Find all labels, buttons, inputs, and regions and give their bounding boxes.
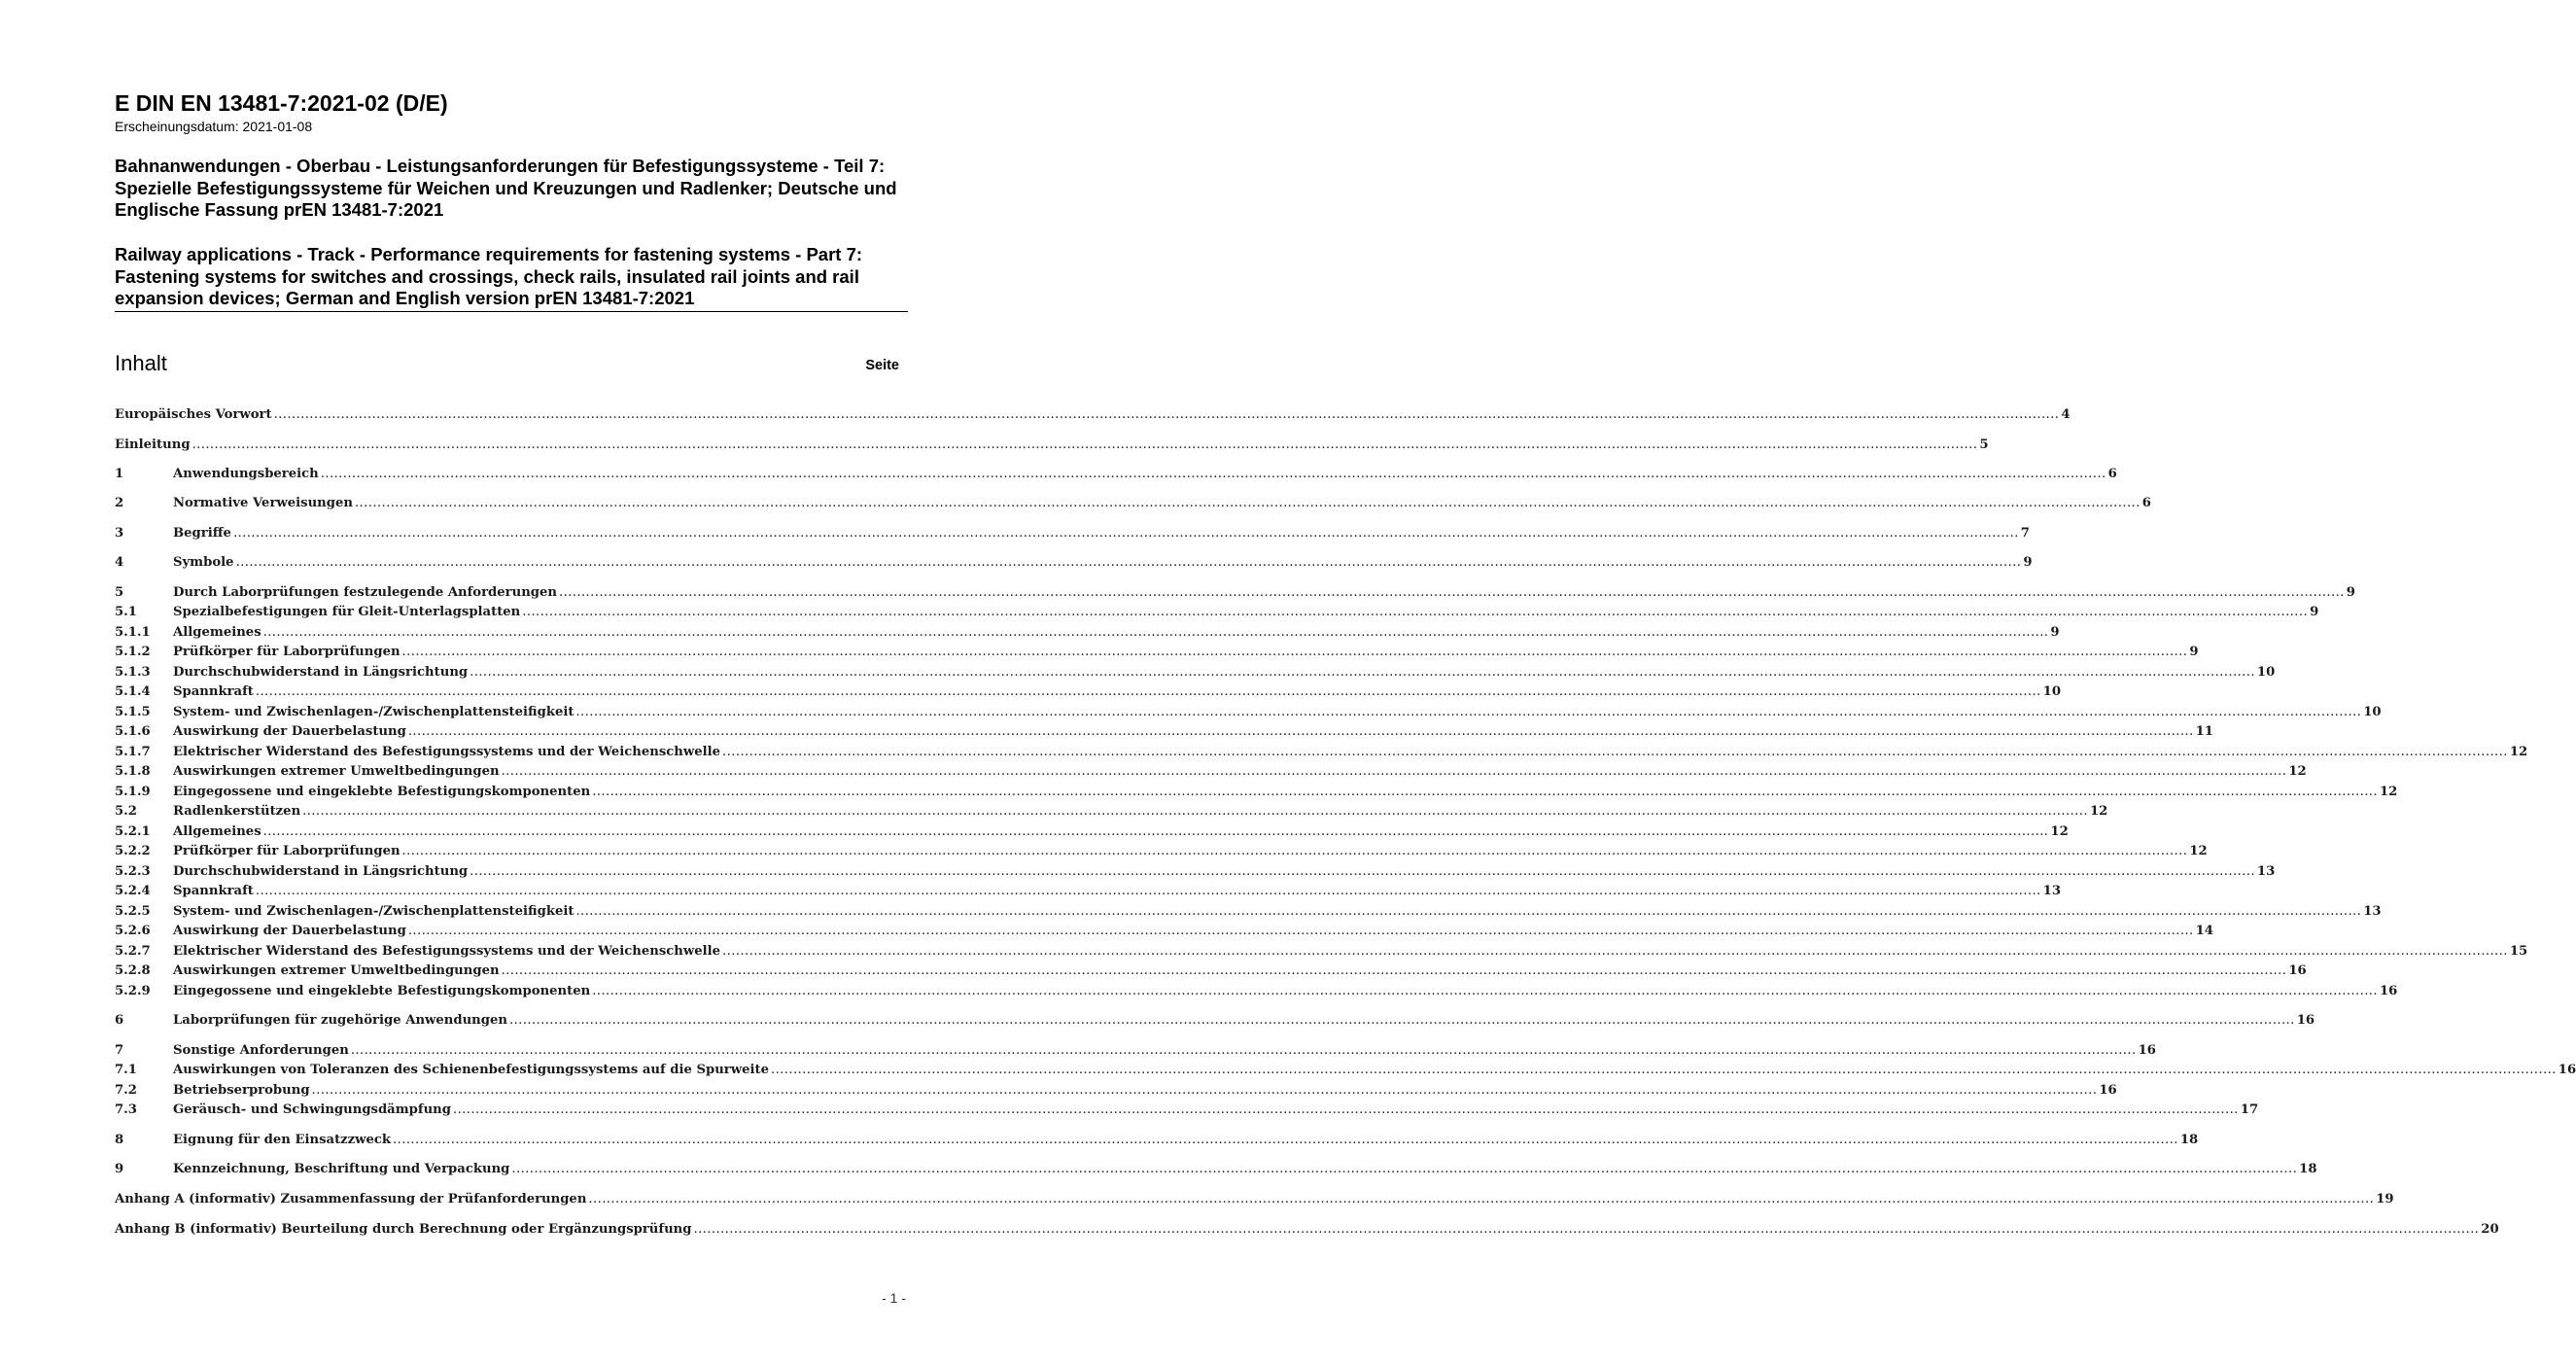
toc-entry-number: 5.2.3 [115,864,151,879]
toc-entry-number: 5.1.5 [115,705,151,719]
toc-entry-page: 12 [2050,824,2069,839]
toc-entry-page: 13 [2042,884,2062,898]
toc-leader-dots: ................................................................................................................................................................................................................................................................................................................................................................................................................ [262,824,2049,839]
toc-heading: Inhalt [115,351,167,375]
toc-entry-title: Laborprüfungen für zugehörige Anwendungen [173,1013,507,1028]
toc-leader-dots: ................................................................................................................................................................................................................................................................................................................................................................................................................ [693,1222,2480,1237]
toc-entry-title: Geräusch- und Schwingungsdämpfung [173,1102,451,1117]
toc-entry[interactable] [115,982,2398,1001]
toc-entry-title: Spannkraft [173,884,254,898]
toc-entry-page: 13 [2256,864,2276,879]
toc-entry[interactable] [115,603,2319,622]
toc-leader-dots: ................................................................................................................................................................................................................................................................................................................................................................................................................ [262,625,2049,640]
toc-leader-dots: ................................................................................................................................................................................................................................................................................................................................................................................................................ [232,526,2019,541]
toc-entry-number: 2 [115,496,124,510]
toc-entry-page: 10 [2256,665,2276,680]
toc-entry[interactable] [115,1190,2394,1209]
toc-leader-dots: ................................................................................................................................................................................................................................................................................................................................................................................................................ [522,605,2309,619]
toc-entry-number: 5.1.2 [115,645,151,659]
toc-entry-page: 16 [2138,1043,2156,1058]
toc-entry-title: Anhang A (informativ) Zusammenfassung der Prüfanforderungen [115,1192,587,1207]
toc-entry-page: 9 [2189,645,2199,659]
toc-entry-number: 5.1.6 [115,724,151,739]
toc-entry-number: 5.2.5 [115,904,151,919]
toc-entry-number: 1 [115,467,124,481]
toc-entry-title: Normative Verweisungen [173,496,353,510]
document-id: E DIN EN 13481-7:2021-02 (D/E) [115,90,448,116]
toc-entry-page: 16 [2288,963,2307,978]
toc-leader-dots: ................................................................................................................................................................................................................................................................................................................................................................................................................ [401,844,2188,858]
release-date: Erscheinungsdatum: 2021-01-08 [115,119,313,134]
toc-entry-title: Auswirkung der Dauerbelastung [173,724,406,739]
toc-leader-dots: ................................................................................................................................................................................................................................................................................................................................................................................................................ [393,1133,2178,1147]
toc-entry-title: Elektrischer Widerstand des Befestigungssystems und der Weichenschwelle [173,745,721,759]
toc-entry[interactable] [115,436,1989,455]
toc-leader-dots: ................................................................................................................................................................................................................................................................................................................................................................................................................ [302,804,2088,819]
toc-entry[interactable] [115,494,2151,513]
toc-leader-dots: ................................................................................................................................................................................................................................................................................................................................................................................................................ [771,1063,2557,1077]
toc-entry-number: 7 [115,1043,124,1058]
toc-entry-title: Auswirkungen von Toleranzen des Schienenbefestigungssystems auf die Spurweite [173,1063,769,1077]
toc-entry-title: Eingegossene und eingeklebte Befestigungskomponenten [173,785,591,799]
toc-entry[interactable] [115,682,2062,702]
toc-entry[interactable] [115,902,2382,922]
toc-entry-number: 5.2.6 [115,924,151,938]
toc-entry-page: 18 [2179,1133,2199,1147]
toc-entry-title: Sonstige Anforderungen [173,1043,349,1058]
toc-entry-page: 10 [2363,705,2382,719]
toc-entry-number: 4 [115,555,124,570]
toc-entry-title: Anwendungsbereich [173,467,319,481]
toc-entry-number: 3 [115,526,124,541]
toc-entry[interactable] [115,583,2355,603]
toc-entry-title: Spannkraft [173,684,254,699]
toc-entry-title: Prüfkörper für Laborprüfungen [173,844,400,858]
toc-entry[interactable] [115,842,2208,861]
toc-entry[interactable] [115,623,2060,643]
toc-leader-dots: ................................................................................................................................................................................................................................................................................................................................................................................................................ [470,864,2255,879]
toc-leader-dots: ................................................................................................................................................................................................................................................................................................................................................................................................................ [511,1162,2298,1176]
toc-entry-page: 20 [2481,1222,2499,1237]
toc-leader-dots: ................................................................................................................................................................................................................................................................................................................................................................................................................ [722,745,2508,759]
toc-entry-title: Symbole [173,555,234,570]
toc-entry-page: 10 [2042,684,2062,699]
toc-entry-page: 12 [2509,745,2528,759]
toc-entry[interactable] [115,553,2033,573]
toc-leader-dots: ................................................................................................................................................................................................................................................................................................................................................................................................................ [235,555,2022,570]
toc-entry-title: Prüfkörper für Laborprüfungen [173,645,400,659]
toc-entry-number: 9 [115,1162,124,1176]
toc-entry-page: 7 [2020,526,2030,541]
toc-entry-page: 9 [2023,555,2033,570]
toc-entry-number: 5.2.7 [115,944,151,959]
toc-entry-page: 9 [2050,625,2060,640]
toc-entry[interactable] [115,663,2276,682]
toc-entry[interactable] [115,643,2199,662]
toc-entry-number: 6 [115,1013,124,1028]
toc-leader-dots: ................................................................................................................................................................................................................................................................................................................................................................................................................ [350,1043,2137,1058]
toc-entry[interactable] [115,1131,2199,1150]
toc-leader-dots: ................................................................................................................................................................................................................................................................................................................................................................................................................ [592,785,2378,799]
toc-entry-page: 16 [2296,1013,2315,1028]
toc-entry-title: Eignung für den Einsatzzweck [173,1133,392,1147]
title-german: Bahnanwendungen - Oberbau - Leistungsanforderungen für Befestigungssysteme - Teil 7: Spezielle Befestigungssysteme für Weichen und Kreuzungen und Radlenker; Deutsche und Englische Fassung prEN 13481-7:2021 [115,156,897,220]
toc-entry[interactable] [115,762,2307,782]
toc-leader-dots: ................................................................................................................................................................................................................................................................................................................................................................................................................ [470,665,2255,680]
toc-entry-page: 12 [2189,844,2208,858]
toc-entry[interactable] [115,1160,2317,1179]
toc-entry-number: 5.1.1 [115,625,151,640]
toc-entry-title: Allgemeines [173,824,261,839]
toc-entry-title: Betriebserprobung [173,1083,310,1098]
title-english: Railway applications - Track - Performance requirements for fastening systems - Part 7: Fastening systems for switches and crossings, check rails, insulated rail joints and rail expansion devices; German and English version prEN 13481-7:2021 [115,244,863,308]
toc-entry[interactable] [115,1041,2156,1061]
toc-entry[interactable] [115,405,2071,425]
toc-leader-dots: ................................................................................................................................................................................................................................................................................................................................................................................................................ [501,963,2287,978]
toc-entry-number: 5.2.1 [115,824,151,839]
toc-entry[interactable] [115,862,2276,882]
toc-entry[interactable] [115,802,2108,822]
toc-entry-page: 4 [2061,407,2071,422]
toc-entry[interactable] [115,1081,2117,1101]
toc-entry-title: Radlenkerstützen [173,804,301,819]
toc-entry[interactable] [115,1101,2259,1120]
toc-leader-dots: ................................................................................................................................................................................................................................................................................................................................................................................................................ [501,764,2287,779]
toc-entry-page: 12 [2380,785,2398,799]
toc-entry-page: 16 [2558,1063,2576,1077]
toc-entry-title: Auswirkungen extremer Umweltbedingungen [173,963,500,978]
toc-entry[interactable] [115,942,2528,962]
toc-entry[interactable] [115,1011,2315,1031]
toc-leader-dots: ................................................................................................................................................................................................................................................................................................................................................................................................................ [191,437,1978,452]
toc-entry[interactable] [115,743,2528,762]
toc-entry-title: System- und Zwischenlagen-/Zwischenplattensteifigkeit [173,705,574,719]
toc-leader-dots: ................................................................................................................................................................................................................................................................................................................................................................................................................ [311,1083,2098,1098]
toc-entry-page: 16 [2380,984,2398,998]
toc-entry-title: Auswirkung der Dauerbelastung [173,924,406,938]
toc-entry[interactable] [115,524,2030,543]
toc-leader-dots: ................................................................................................................................................................................................................................................................................................................................................................................................................ [722,944,2508,959]
toc-leader-dots: ................................................................................................................................................................................................................................................................................................................................................................................................................ [575,705,2362,719]
toc-entry-title: Kennzeichnung, Beschriftung und Verpackung [173,1162,510,1176]
toc-entry-number: 5.1.7 [115,745,151,759]
toc-entry[interactable] [115,922,2213,941]
toc-leader-dots: ................................................................................................................................................................................................................................................................................................................................................................................................................ [273,407,2060,422]
toc-entry-number: 5.2.9 [115,984,151,998]
toc-entry-title: Durchschubwiderstand in Längsrichtung [173,864,469,879]
toc-entry-number: 5.1 [115,605,137,619]
toc-entry-title: System- und Zwischenlagen-/Zwischenplattensteifigkeit [173,904,574,919]
toc-leader-dots: ................................................................................................................................................................................................................................................................................................................................................................................................................ [320,467,2106,481]
toc-entry-page: 12 [2089,804,2108,819]
toc-leader-dots: ................................................................................................................................................................................................................................................................................................................................................................................................................ [255,884,2041,898]
toc-entry-title: Durchschubwiderstand in Längsrichtung [173,665,469,680]
toc-entry-title: Elektrischer Widerstand des Befestigungssystems und der Weichenschwelle [173,944,721,959]
toc-entry-number: 5.2.4 [115,884,151,898]
toc-entry-title: Anhang B (informativ) Beurteilung durch Berechnung oder Ergänzungsprüfung [115,1222,692,1237]
toc-entry[interactable] [115,465,2117,484]
toc-leader-dots: ................................................................................................................................................................................................................................................................................................................................................................................................................ [508,1013,2295,1028]
toc-entry-title: Eingegossene und eingeklebte Befestigungskomponenten [173,984,591,998]
toc-entry-number: 5.1.4 [115,684,151,699]
toc-entry-number: 7.2 [115,1083,137,1098]
toc-leader-dots: ................................................................................................................................................................................................................................................................................................................................................................................................................ [452,1102,2239,1117]
toc-leader-dots: ................................................................................................................................................................................................................................................................................................................................................................................................................ [592,984,2378,998]
toc-entry-page: 16 [2099,1083,2117,1098]
toc-entry-number: 5.2.8 [115,963,151,978]
toc-entry-page: 14 [2195,924,2213,938]
toc-entry-page: 12 [2288,764,2307,779]
toc-entry-title: Europäisches Vorwort [115,407,272,422]
toc-entry[interactable] [115,783,2398,802]
toc-leader-dots: ................................................................................................................................................................................................................................................................................................................................................................................................................ [255,684,2041,699]
toc-entry-page: 15 [2509,944,2528,959]
header-divider [115,311,908,312]
toc-leader-dots: ................................................................................................................................................................................................................................................................................................................................................................................................................ [588,1192,2375,1207]
toc-entry-title: Einleitung [115,437,191,452]
toc-entry[interactable] [115,722,2213,742]
toc-leader-dots: ................................................................................................................................................................................................................................................................................................................................................................................................................ [575,904,2362,919]
toc-entry-title: Durch Laborprüfungen festzulegende Anforderungen [173,585,557,600]
toc-entry[interactable] [115,1061,2576,1080]
toc-entry-page: 9 [2346,585,2355,600]
toc-entry[interactable] [115,703,2382,722]
toc-page-column-label: Seite [865,358,899,373]
toc-entry-page: 6 [2107,467,2117,481]
toc-leader-dots: ................................................................................................................................................................................................................................................................................................................................................................................................................ [401,645,2188,659]
toc-entry-number: 5.2.2 [115,844,151,858]
page-number: - 1 - [882,1290,906,1306]
toc-entry-number: 5.1.8 [115,764,151,779]
toc-entry[interactable] [115,1220,2499,1240]
toc-entry-page: 11 [2195,724,2213,739]
toc-entry-number: 5.1.3 [115,665,151,680]
toc-entry[interactable] [115,962,2307,981]
toc-entry-number: 5 [115,585,124,600]
toc-leader-dots: ................................................................................................................................................................................................................................................................................................................................................................................................................ [407,724,2194,739]
toc-entry-page: 9 [2310,605,2319,619]
toc-entry-title: Spezialbefestigungen für Gleit-Unterlagsplatten [173,605,521,619]
toc-entry-page: 5 [1979,437,1989,452]
toc-entry-number: 5.2 [115,804,137,819]
toc-entry-title: Begriffe [173,526,231,541]
toc-entry-page: 6 [2141,496,2151,510]
toc-entry-number: 8 [115,1133,124,1147]
toc-leader-dots: ................................................................................................................................................................................................................................................................................................................................................................................................................ [407,924,2194,938]
toc-leader-dots: ................................................................................................................................................................................................................................................................................................................................................................................................................ [559,585,2345,600]
toc-entry[interactable] [115,882,2062,901]
toc-entry-title: Allgemeines [173,625,261,640]
toc-entry[interactable] [115,822,2069,842]
toc-entry-number: 7.3 [115,1102,137,1117]
toc-entry-page: 18 [2299,1162,2317,1176]
toc-entry-page: 19 [2376,1192,2394,1207]
toc-entry-page: 13 [2363,904,2382,919]
toc-entry-page: 17 [2240,1102,2259,1117]
toc-entry-number: 5.1.9 [115,785,151,799]
toc-leader-dots: ................................................................................................................................................................................................................................................................................................................................................................................................................ [354,496,2141,510]
toc-entry-title: Auswirkungen extremer Umweltbedingungen [173,764,500,779]
toc-entry-number: 7.1 [115,1063,137,1077]
